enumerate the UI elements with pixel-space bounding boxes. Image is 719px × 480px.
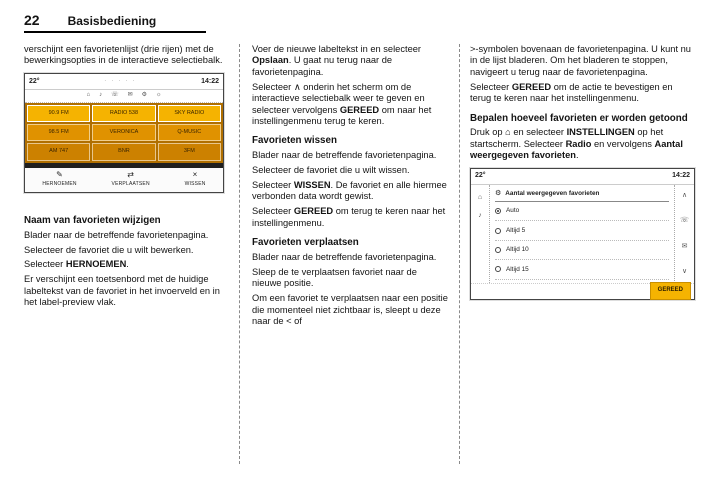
section-heading [252,135,448,147]
done-button[interactable]: GEREED [650,282,691,299]
text-run: . [575,150,579,161]
bold-term: GEREED [511,81,552,92]
column-1-intro [24,44,228,67]
favorites-count-option[interactable] [495,221,669,240]
text-run: Om een favoriet te verplaatsen naar een positie die momenteel niet zichtbaar is, sleept u deze naar de < of [252,293,448,326]
favorite-chip[interactable]: 3FM [158,143,221,160]
column-3-body [470,44,695,162]
body-paragraph [470,44,695,78]
settings-option-list [495,202,669,280]
radio-button[interactable] [495,247,501,253]
column-2 [252,44,448,331]
bold-term: Opslaan [252,55,289,66]
body-paragraph [252,165,448,176]
gear-icon: ⚙ [495,189,502,197]
figure-favorites-count-settings-screen [470,168,695,300]
scroll-strip-icon[interactable]: ∨ [681,268,688,276]
text-run: Favorieten wissen [252,135,337,147]
settings-screen-body [471,185,694,283]
selection-bar-label: VERPLAATSEN [111,180,150,187]
clock-readout: 14:22 [672,172,690,180]
verplaatsen-icon: ⇄ [127,169,135,179]
section-heading [24,215,228,227]
text-run: Selecteer [252,206,294,217]
bold-term: Aantal weergegeven favorieten [470,138,683,161]
text-run: Blader naar de betreffende favorietenpagina. [252,251,437,262]
favorite-chip[interactable]: SKY RADIO [158,105,221,122]
text-run: . De favoriet en alle hiermee verbonden data wordt gewist. [252,179,447,202]
body-paragraph [24,230,228,241]
selection-bar-label: WISSEN [184,180,206,187]
source-icon[interactable]: ✉ [127,92,133,99]
column-divider [459,44,460,464]
bold-term: GEREED [293,206,334,217]
text-run: Sleep de te verplaatsen favoriet naar de nieuwe positie. [252,266,417,289]
bold-term: GEREED [339,104,380,115]
column-2-body [252,44,448,327]
favorite-chip[interactable]: 90.9 FM [27,105,90,122]
favorite-row [27,143,221,160]
text-run: Bepalen hoeveel favorieten er worden getoond [470,112,688,124]
body-paragraph [24,259,228,270]
text-run: om terug te keren naar het instellingenmenu. [252,206,446,228]
shortcut-icon[interactable]: ⌂ [477,193,483,201]
text-run: op het startscherm. Selecteer [470,127,664,149]
favorites-count-option[interactable] [495,260,669,279]
source-icon-row [25,90,223,103]
source-icon[interactable]: ♪ [99,92,103,99]
text-run: om naar het instellingenmenu terug te keren. [252,104,432,126]
page-number: 22 [24,12,40,28]
settings-menu [490,185,674,283]
text-run: Selecteer de favoriet die u wilt wissen. [252,165,410,176]
text-run: >-symbolen bovenaan de favorietenpagina. U kunt nu in de lijst bladeren. Om het bladeren te stoppen, navigeert u terug naar de favorietenpagina. [470,44,691,77]
body-paragraph [252,206,448,229]
favorite-chip[interactable]: BNR [92,143,155,160]
text-run: Blader naar de betreffende favorietenpagina. [24,229,209,240]
favorites-count-option[interactable] [495,241,669,260]
scroll-strip-icon[interactable]: ∧ [681,191,688,199]
radio-button[interactable] [495,228,501,234]
text-run: Blader naar de betreffende favorietenpagina. [252,150,437,161]
favorites-grid [25,103,223,163]
temperature-readout: 22° [475,172,486,180]
interactive-selection-bar [25,168,223,192]
temperature-readout: 22° [29,77,40,85]
settings-menu-header [495,188,669,202]
body-paragraph [24,274,228,308]
text-run: verschijnt een favorietenlijst (drie rijen) met de bewerkingsopties in de interactieve selectiebalk. [24,44,223,66]
body-paragraph [252,293,448,327]
page-indicator-dots: · · · · · [104,77,137,84]
text-run: Selecteer [252,179,294,190]
shortcut-icon[interactable]: ♪ [478,211,482,219]
column-3 [470,44,695,300]
text-run: Selecteer [24,259,66,270]
favorite-row [27,124,221,141]
body-paragraph [252,150,448,161]
text-run: Naam van favorieten wijzigen [24,214,161,226]
option-label: Altijd 5 [506,226,526,234]
text-run: Druk op ⌂ en selecteer [470,127,567,138]
source-icon[interactable]: ☏ [111,92,119,99]
body-paragraph [252,267,448,290]
column-1-body [24,215,228,309]
source-icon[interactable]: ☼ [156,92,162,99]
settings-menu-title: Aantal weergegeven favorieten [505,189,600,197]
section-heading [252,237,448,249]
selection-bar-button-hernoemen[interactable] [42,170,76,190]
option-label: Auto [506,207,520,215]
text-run: Er verschijnt een toetsenbord met de huidige labeltekst van de favoriet in het invoerveld en in het label-preview vlak. [24,274,220,308]
text-run: om de actie te bevestigen en terug te keren naar het instellingenmenu. [470,81,673,104]
option-label: Altijd 15 [506,265,529,273]
selection-bar-button-verplaatsen[interactable] [112,170,150,190]
text-run: . U gaat nu terug naar de favorietenpagina. [252,55,393,77]
text-run: Voer de nieuwe labeltekst in en selecteer [252,44,422,54]
text-run: Selecteer ∧ onderin het scherm om de interactieve selectiebalk weer te geven en selecteer vervolgens [252,81,425,115]
hernoemen-icon: ✎ [56,169,64,179]
body-paragraph [252,44,448,78]
column-divider [239,44,240,464]
body-paragraph [252,180,448,203]
body-paragraph [24,245,228,256]
clock-readout: 14:22 [201,77,219,85]
text-run: Favorieten verplaatsen [252,237,359,249]
settings-screen-footer [471,283,694,299]
text-run: Selecteer de favoriet die u wilt bewerken. [24,244,194,255]
favorite-chip[interactable]: Q-MUSIC [158,124,221,141]
option-label: Altijd 10 [506,246,529,254]
figure-favorites-edit-screen [24,73,224,193]
body-paragraph [252,252,448,263]
source-icon[interactable]: ⚙ [141,92,148,99]
infotainment-status-bar [25,74,223,90]
column-1 [24,44,228,312]
radio-button[interactable] [495,208,501,214]
bold-term: WISSEN [293,179,331,190]
chapter-title: Basisbediening [67,14,157,28]
wissen-icon: × [192,169,198,179]
favorite-chip[interactable]: RADIO 538 [92,105,155,122]
left-shortcut-strip [471,185,490,283]
bold-term: Radio [565,138,592,149]
right-scroll-strip [674,185,694,283]
body-paragraph [252,82,448,128]
page-header [24,12,206,33]
favorite-chip[interactable]: VERONICA [92,124,155,141]
text-run: . [126,259,129,270]
selection-bar-button-wissen[interactable] [185,170,206,190]
section-heading [470,113,695,125]
body-paragraph [470,127,695,161]
radio-button[interactable] [495,266,501,272]
scroll-strip-icon[interactable]: ✉ [681,242,688,250]
scroll-strip-icon[interactable]: ☏ [680,217,689,225]
text-run: en vervolgens [591,138,655,149]
bold-term: INSTELLINGEN [566,127,635,138]
favorite-chip[interactable]: 98.5 FM [27,124,90,141]
infotainment-status-bar [471,169,694,185]
text-run: Selecteer [470,81,512,92]
selection-bar-label: HERNOEMEN [42,180,77,187]
source-icon[interactable]: ⌂ [86,92,91,99]
favorite-row [27,105,221,122]
favorites-count-option[interactable] [495,202,669,221]
favorite-chip[interactable]: AM 747 [27,143,90,160]
body-paragraph [470,82,695,105]
bold-term: HERNOEMEN [65,259,127,270]
body-paragraph [24,44,228,67]
